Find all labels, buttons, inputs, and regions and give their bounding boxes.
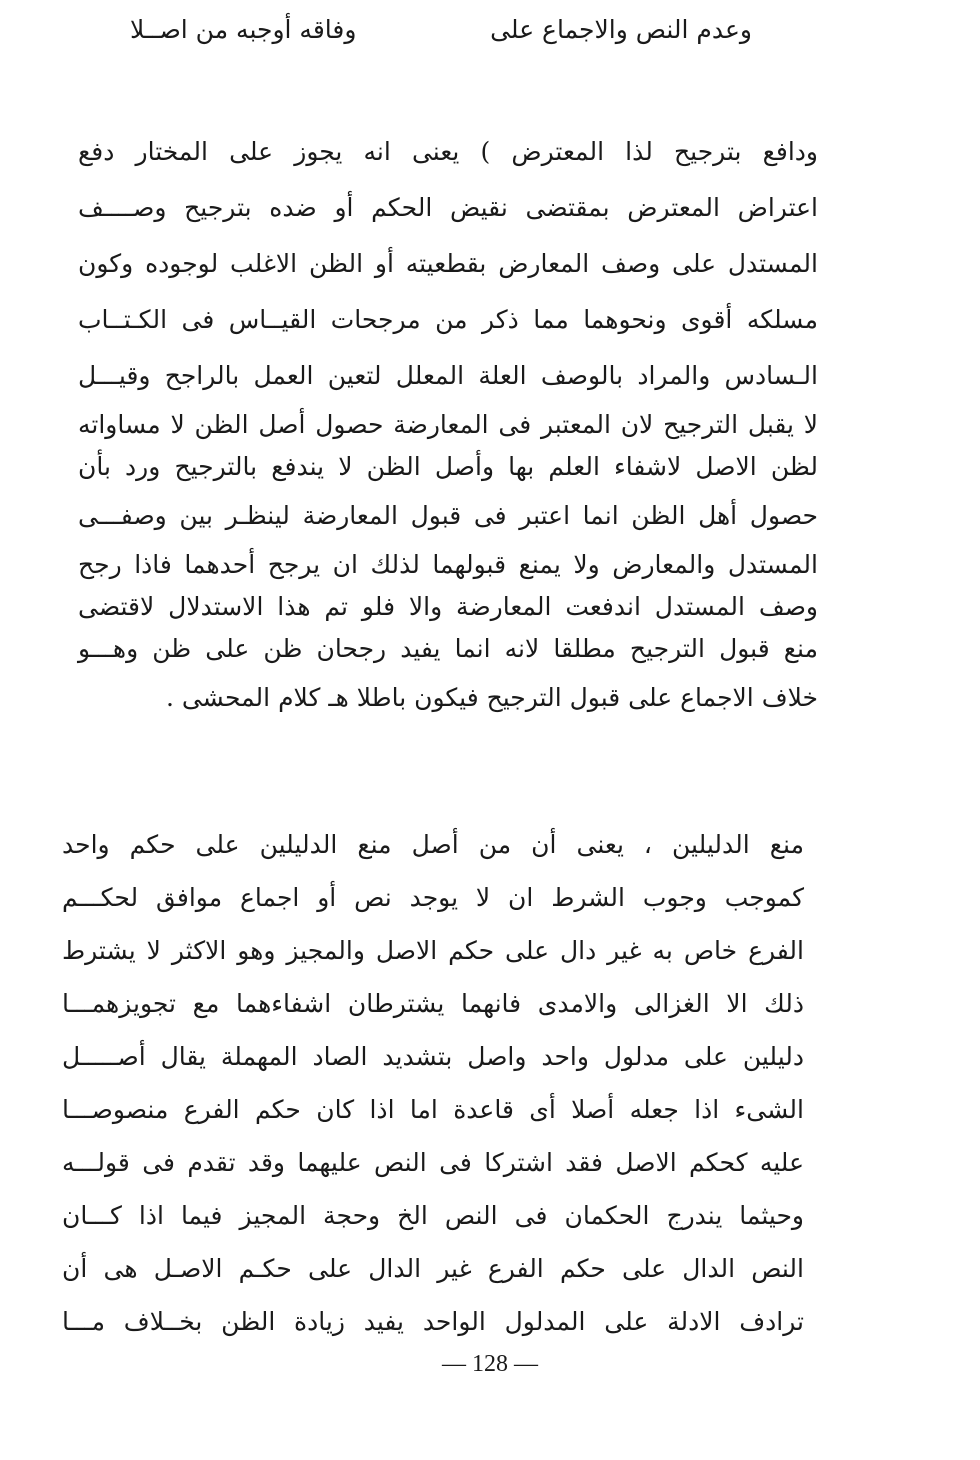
verse-right-hemistich: وعدم النص والاجماع على [490, 15, 752, 44]
paragraph-2-line: الشىء اذا جعله أصلا أى قاعدة اما اذا كان حكم الفرع منصوصـــا [62, 1095, 804, 1124]
verse-left-hemistich: وفاقه أوجبه من اصــلا [130, 15, 357, 44]
paragraph-1-line: خلاف الاجماع على قبول الترجيح فيكون باطلا هـ كلام المحشى . [165, 683, 818, 712]
paragraph-1 [78, 124, 818, 726]
page-number: — 128 — [442, 1351, 538, 1377]
paragraph-2-line: ذلك الا الغزالى والامدى فانهما يشترطان اشفاءهما مع تجويزهمـــا [62, 989, 804, 1018]
paragraph-2-line: النص الدال على حكم الفرع غير الدال على حكـم الاصـل هى أن [62, 1254, 804, 1283]
paragraph-2-line: منع الدليلين ، يعنى أن من أصل منع الدليلين على حكم واحد [62, 830, 804, 859]
paragraph-2 [62, 818, 804, 1348]
paragraph-1-line: المستدل على وصف المعارض بقطعيته أو الظن الاغلب لوجوده وكون [78, 249, 818, 278]
paragraph-1-line: حصول أهل الظن انما اعتبر فى قبول المعارضة لينظـر بين وصفـــى [78, 501, 818, 530]
paragraph-2-line: دليلين على مدلول واحد واصل بتشديد الصاد المهملة يقال أصـــــل [62, 1042, 804, 1071]
paragraph-1-line: وصف المستدل اندفعت المعارضة والا فلو تم هذا الاستدلال لاقتضى [78, 592, 818, 621]
paragraph-2-line: كموجب وجوب الشرط ان لا يوجد نص أو اجماع موافق لحكـــم [62, 883, 804, 912]
paragraph-2-line: عليه كحكم الاصل فقد اشتركا فى النص عليهما وقد تقدم فى قولـــه [62, 1148, 804, 1177]
paragraph-1-line: منع قبول الترجيح مطلقا لانه انما يفيد رجحان ظن على ظن وهـــو [78, 634, 818, 663]
paragraph-1-line: اعتراض المعترض بمقتضى نقيض الحكم أو ضده بترجيح وصــــف [78, 193, 818, 222]
verse-line [0, 0, 980, 60]
paragraph-2-line: الفرع خاص به غير دال على حكم الاصل والمجيز وهو الاكثر لا يشترط [62, 936, 804, 965]
paragraph-2-line: وحيثما يندرج الحكمان فى النص الخ وحجة المجيز فيما اذا كـــان [62, 1201, 804, 1230]
paragraph-2-line: ترادف الادلة على المدلول الواحد يفيد زيادة الظن بخــلاف مـــا [62, 1307, 804, 1336]
paragraph-1-line: ودافع بترجيح لذا المعترض ) يعنى انه يجوز على المختار دفع [78, 137, 818, 166]
paragraph-1-line: لا يقبل الترجيح لان المعتبر فى المعارضة حصول أصل الظن لا مساواته [78, 410, 818, 439]
paragraph-1-line: مسلكه أقوى ونحوهما مما ذكر من مرجحات القيــاس فى الكـتــاب [78, 305, 818, 334]
paragraph-1-line: الـسادس والمراد بالوصف العلة المعلل لتعين العمل بالراجح وقيـــل [78, 361, 818, 390]
paragraph-1-line: لظن الاصل لاشفاء العلم بها وأصل الظن لا يندفع بالترجيح ورد بأن [78, 452, 818, 481]
paragraph-1-line: المستدل والمعارض ولا يمنع قبولهما لذلك ان يرجح أحدهما فاذا رجح [78, 550, 818, 579]
